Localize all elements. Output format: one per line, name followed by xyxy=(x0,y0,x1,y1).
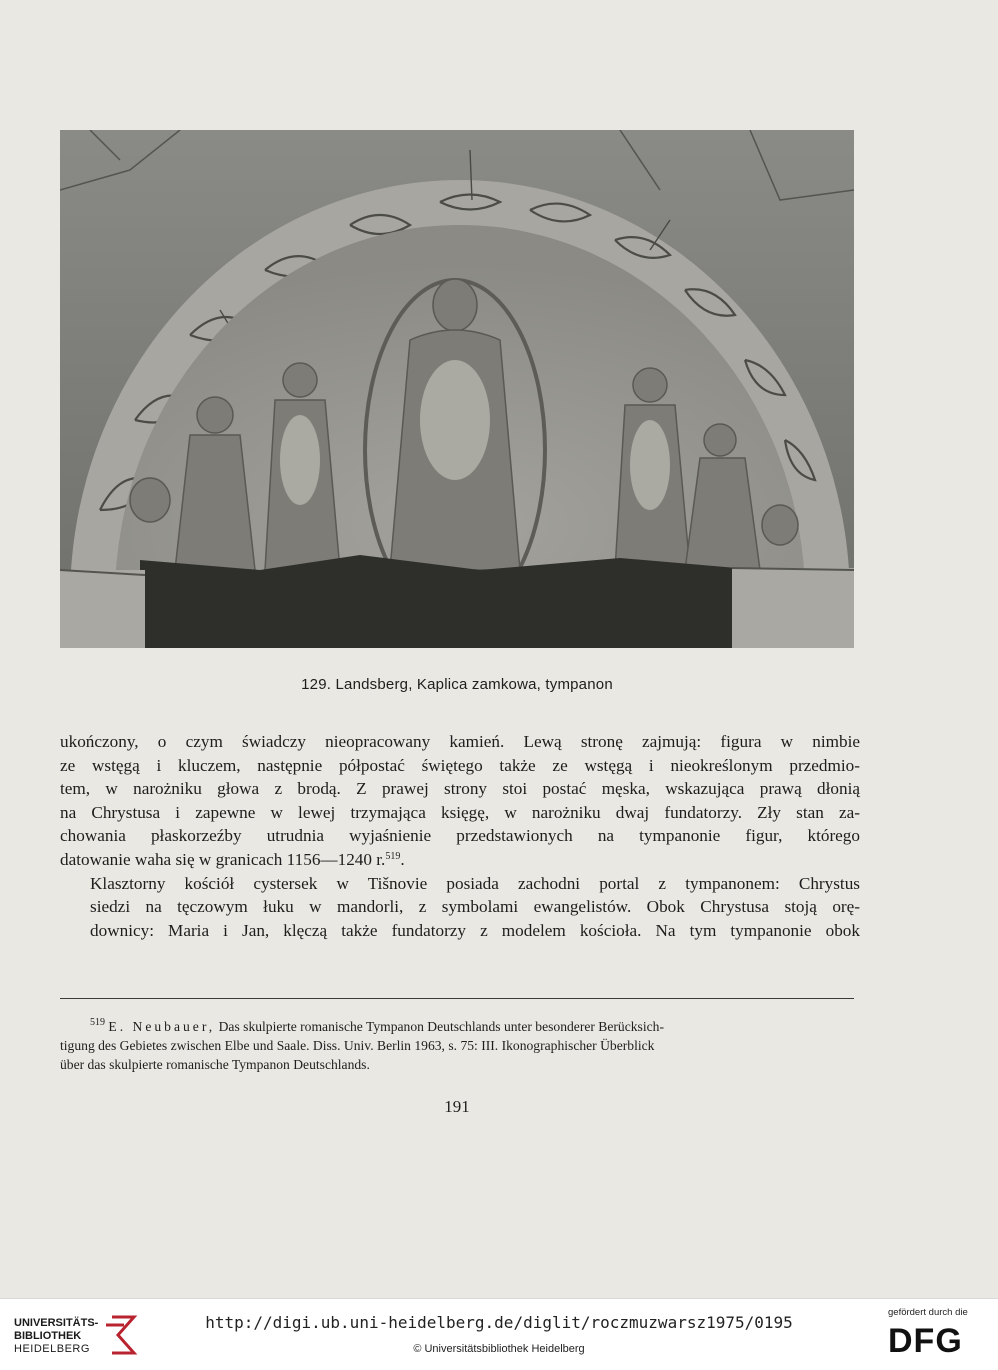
library-name-line: BIBLIOTHEK xyxy=(14,1330,82,1342)
text-line: na Chrystusa i zapewne w lewej trzymająca księgę, w narożniku dwaj fundatorzy. Zły stan za- xyxy=(60,802,860,822)
library-name-line: UNIVERSITÄTS- xyxy=(14,1317,99,1329)
tympanum-illustration xyxy=(60,130,854,648)
text-line xyxy=(60,848,860,872)
copyright-notice: © Universitätsbibliothek Heidelberg xyxy=(413,1343,585,1355)
footnote-title: Das skulpierte romanische Tympanon Deutschlands unter besonderer Berücksich- xyxy=(218,1019,664,1034)
footnote-number: 519 xyxy=(90,1017,105,1028)
paragraph-1 xyxy=(60,730,860,872)
library-name-line: HEIDELBERG xyxy=(14,1343,90,1355)
footnote-line xyxy=(60,1017,860,1036)
sentence-end: . xyxy=(400,849,405,869)
text-line: ze wstęgą i kluczem, następnie półpostać świętego także ze wstęgą i nieokreślonym przedmio- xyxy=(60,755,860,775)
dfg-logo[interactable]: DFG xyxy=(888,1322,963,1360)
figure-caption: 129. Landsberg, Kaplica zamkowa, tympanon xyxy=(301,676,613,693)
funder-label: gefördert durch die xyxy=(888,1307,968,1318)
text-line: ukończony, o czym świadczy nieopracowany kamień. Lewą stronę zajmują: figura w nimbie xyxy=(60,732,860,751)
footnote-author: E. Neubauer, xyxy=(108,1019,216,1034)
footnote-reference[interactable]: 519 xyxy=(385,850,401,862)
footnote-divider xyxy=(60,998,854,999)
text-line: chowania płaskorzeźby utrudnia wyjaśnienie przedstawionych na tympanonie figur, którego xyxy=(60,826,860,846)
page-number: 191 xyxy=(444,1097,470,1116)
footer-bar xyxy=(0,1298,998,1370)
paragraph-2 xyxy=(60,872,860,943)
body-text xyxy=(60,730,860,942)
footnote xyxy=(60,1017,860,1074)
permalink-url[interactable]: http://digi.ub.uni-heidelberg.de/diglit/roczmuzwarsz1975/0195 xyxy=(205,1313,793,1332)
tympanum-photo xyxy=(60,130,854,648)
text-line: siedzi na tęczowym łuku w mandorli, z symbolami ewangelistów. Obok Chrystusa stoją orę- xyxy=(90,897,860,917)
text-line-content: datowanie waha się w granicach 1156—1240 r. xyxy=(60,849,386,869)
text-line: Klasztorny kościół cystersek w Tišnovie posiada zachodni portal z tympanonem: Chrystus xyxy=(90,873,860,893)
text-line: downicy: Maria i Jan, klęczą także fundatorzy z modelem kościoła. Na tym tympanonie obok xyxy=(90,920,860,940)
text-line: tem, w narożniku głowa z brodą. Z prawej strony stoi postać męska, wskazująca prawą dłonią xyxy=(60,779,860,799)
footnote-line: tigung des Gebietes zwischen Elbe und Saale. Diss. Univ. Berlin 1963, s. 75: III. Ikonographischer Überblick xyxy=(60,1038,655,1053)
footnote-line: über das skulpierte romanische Tympanon Deutschlands. xyxy=(60,1057,370,1072)
